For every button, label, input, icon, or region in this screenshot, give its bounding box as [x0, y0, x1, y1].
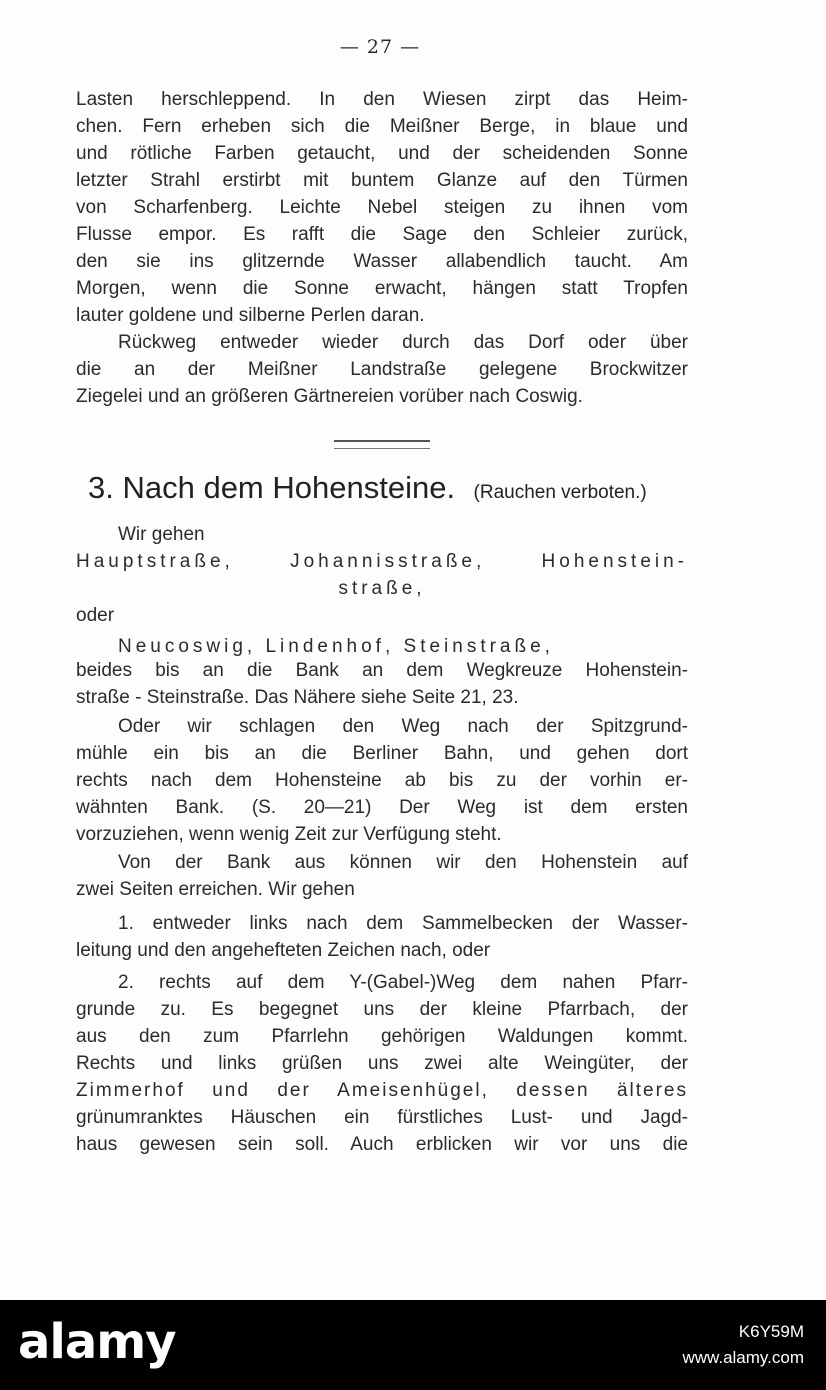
text-line: Oder wir schlagen den Weg nach der Spitzgrund- [118, 716, 688, 737]
text-line: von Scharfenberg. Leichte Nebel steigen zu ihnen vom [76, 197, 688, 218]
section-title: 3. Nach dem Hohensteine. [88, 470, 456, 505]
text-line: zwei Seiten erreichen. Wir gehen [76, 879, 355, 900]
alamy-logo: alamy [18, 1314, 176, 1370]
list-item-2 [76, 969, 688, 1158]
route-or: oder [76, 605, 115, 626]
section-heading [88, 470, 647, 506]
text-line: vorzuziehen, wenn wenig Zeit zur Verfügung steht. [76, 824, 502, 845]
text-line: Rückweg entweder wieder durch das Dorf oder über [118, 332, 688, 353]
text-line: wähnten Bank. (S. 20—21) Der Weg ist dem ersten [76, 797, 688, 818]
route-directions [76, 521, 688, 660]
route-intro: Wir gehen [118, 524, 205, 545]
text-line: den sie ins glitzernde Wasser allabendlich taucht. Am [76, 251, 688, 272]
text-line: Lasten herschleppend. In den Wiesen zirpt das Heim- [76, 89, 688, 110]
list-item-1 [76, 910, 688, 964]
text-line: Flusse empor. Es rafft die Sage den Schleier zurück, [76, 224, 688, 245]
page-number: — 27 — [339, 36, 421, 58]
route-line: Neucoswig, Lindenhof, Steinstraße, [118, 636, 554, 657]
text-line: Rechts und links grüßen uns zwei alte Weingüter, der [76, 1053, 688, 1074]
text-line: die an der Meißner Landstraße gelegene Brockwitzer [76, 359, 688, 380]
text-line: leitung und den angehefteten Zeichen nach, oder [76, 940, 491, 961]
text-line: 2. rechts auf dem Y-(Gabel-)Weg dem nahen Pfarr- [118, 972, 688, 993]
image-id: K6Y59M [738, 1322, 804, 1341]
route-line: Hauptstraße, Johannisstraße, Hohenstein- [76, 551, 688, 572]
paragraph-4 [76, 713, 688, 848]
text-line: beides bis an die Bank an dem Wegkreuze Hohenstein- [76, 660, 688, 681]
section-note: (Rauchen verboten.) [473, 482, 647, 503]
paragraph-1 [76, 86, 688, 329]
paragraph-5 [76, 849, 688, 903]
text-line: haus gewesen sein soll. Auch erblicken wir vor uns die [76, 1134, 688, 1155]
text-line: chen. Fern erheben sich die Meißner Berge, in blaue und [76, 116, 688, 137]
text-line: und rötliche Farben getaucht, und der scheidenden Sonne [76, 143, 688, 164]
watermark-bar [0, 1300, 826, 1390]
route-line: straße, [338, 578, 426, 599]
text-line: Zimmerhof und der Ameisenhügel, dessen älteres [76, 1080, 688, 1101]
paragraph-2 [76, 329, 688, 410]
site-url: www.alamy.com [682, 1348, 804, 1367]
text-line: grunde zu. Es begegnet uns der kleine Pfarrbach, der [76, 999, 688, 1020]
text-line: 1. entweder links nach dem Sammelbecken der Wasser- [118, 913, 688, 934]
paragraph-3 [76, 657, 688, 711]
text-line: aus den zum Pfarrlehn gehörigen Waldungen kommt. [76, 1026, 688, 1047]
text-line: mühle ein bis an die Berliner Bahn, und gehen dort [76, 743, 688, 764]
text-line: rechts nach dem Hohensteine ab bis zu der vorhin er- [76, 770, 688, 791]
text-line: letzter Strahl erstirbt mit buntem Glanze auf den Türmen [76, 170, 688, 191]
text-line: Von der Bank aus können wir den Hohenstein auf [118, 852, 688, 873]
text-line: straße - Steinstraße. Das Nähere siehe Seite 21, 23. [76, 687, 519, 708]
text-line: lauter goldene und silberne Perlen daran. [76, 305, 425, 326]
text-line: grünumranktes Häuschen ein fürstliches Lust- und Jagd- [76, 1107, 688, 1128]
text-line: Morgen, wenn die Sonne erwacht, hängen statt Tropfen [76, 278, 688, 299]
text-line: Ziegelei und an größeren Gärtnereien vorüber nach Coswig. [76, 386, 583, 407]
section-divider [334, 440, 430, 449]
